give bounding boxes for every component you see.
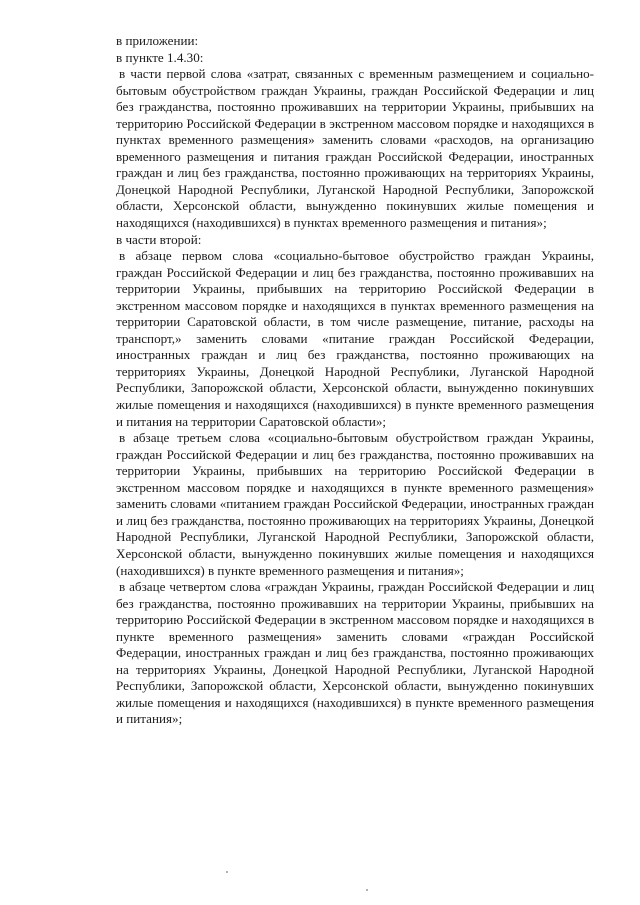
paragraph-clause-four: в абзаце четвертом слова «граждан Украины, граждан Российской Федерации и лиц без гражданства, постоянно проживавших на территории Украины, прибывших на территорию Российской Федерации в экстренном массовом порядке и находящихся в пункте временного размещения» заменить словами «граждан Российской Федерации, иностранных граждан и лиц без гражданства, постоянно проживающих на территориях Украины, Донецкой Народной Республики, Луганской Народной Республики, Запорожской области, Херсонской области, вынужденно покинувших жилые помещения и находящихся (находившихся) в пункте временного размещения и питания»; (116, 579, 594, 727)
paragraph-part-two: в части второй: (116, 231, 202, 247)
document-body (116, 33, 594, 728)
scan-speck (366, 889, 368, 891)
paragraph-clause-one: в абзаце первом слова «социально-бытовое обустройство граждан Украины, граждан Российской Федерации и лиц без гражданства, постоянно проживавших на территории Украины, прибывших на территорию Российской Федерации в экстренном массовом порядке и находящихся в пунктах временного размещения на территории Саратовской области, в том числе размещение, питание, расходы на транспорт,» заменить словами «питание граждан Российской Федерации, иностранных граждан и лиц без гражданства, постоянно проживающих на территориях Украины, Донецкой Народной Республики, Луганской Народной Республики, Запорожской области, Херсонской области, вынужденно покинувших жилые помещения и находящихся (находившихся) в пункте временного размещения и питания на территории Саратовской области»; (116, 248, 594, 429)
paragraph-in-appendix: в приложении: (116, 33, 199, 48)
paragraph-clause-three: в абзаце третьем слова «социально-бытовым обустройством граждан Украины, граждан Российской Федерации и лиц без гражданства, постоянно проживавших на территории Украины, прибывших на территорию Российской Федерации в экстренном массовом порядке и находящихся в пункте временного размещения» заменить словами «питанием граждан Российской Федерации, иностранных граждан и лиц без гражданства, постоянно проживающих на территориях Украины, Донецкой Народной Республики, Луганской Народной Республики, Запорожской области, Херсонской области, вынужденно покинувших жилые помещения и находящихся (находившихся) в пункте временного размещения и питания»; (116, 430, 594, 578)
paragraph-part-one: в части первой слова «затрат, связанных с временным размещением и социально-бытовым обустройством граждан Украины, граждан Российской Федерации и лиц без гражданства, постоянно проживавших на территории Украины, прибывших на территорию Российской Федерации в экстренном массовом порядке и находящихся в пунктах временного размещения» заменить словами «расходов, на организацию временного размещения и питания граждан Российской Федерации, иностранных граждан и лиц без гражданства, постоянно проживающих на территориях Украины, Донецкой Народной Республики, Луганской Народной Республики, Запорожской области, Херсонской области, вынужденно покинувших жилые помещения и находящихся (находившихся) в пунктах временного размещения и питания»; (116, 66, 594, 231)
paragraph-in-item-1-4-30: в пункте 1.4.30: (116, 49, 204, 65)
scan-speck (226, 871, 228, 873)
